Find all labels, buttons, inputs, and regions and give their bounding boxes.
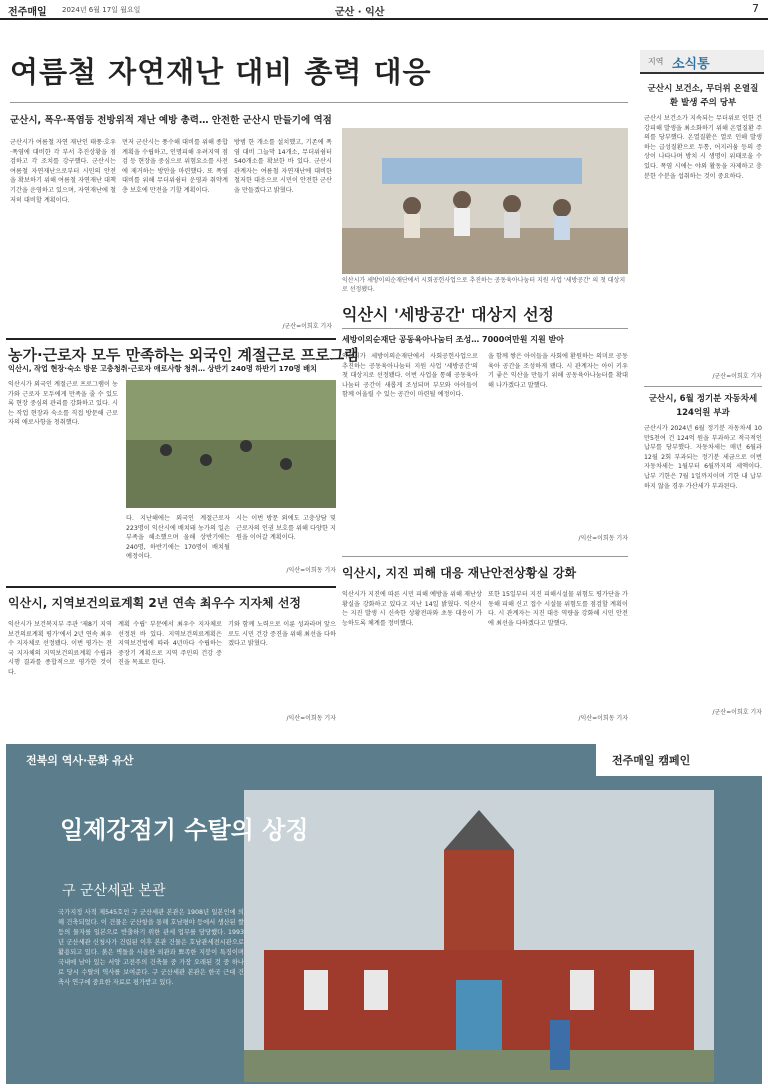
campaign-label: 전주매일 캠페인	[612, 754, 691, 767]
byline-workers: /익산=이희동 기자	[286, 567, 336, 574]
body-earthquake-col2: 또한 15일부터 지진 피해시설물 위험도 평가단을 가동해 피해 신고 접수 시설물 위험도를 점검할 계획이다. 시 관계자는 지진 대응 역량을 강화해 시민 안전에 최선을 다하겠다고 말했다.	[488, 591, 628, 627]
photo-children-playing	[342, 128, 628, 274]
divider	[342, 328, 628, 329]
body-earthquake-col1: 익산시가 지진에 따른 시민 피해 예방을 위해 재난상황실을 강화하고 있다고 지난 14일 밝혔다. 익산시는 지진 발생 시 신속한 상황전파와 초동 대응이 가능하도록 체계를 정비했다.	[342, 591, 482, 627]
sidebar-tag: 지역	[648, 57, 664, 66]
body-workers-col1: 익산시가 외국인 계절근로 프로그램이 농가와 근로자 모두에게 만족을 줄 수 있도록 현장 중심의 관리를 강화하고 있다. 시는 작업 현장과 숙소를 직접 방문해 근로자의 애로사항을 청취했다.	[8, 381, 118, 427]
headline-disaster: 여름철 자연재난 대비 총력 대응	[10, 55, 432, 89]
sidebar-title: 소식통	[672, 57, 710, 72]
feature-title: 일제강점기 수탈의 상징	[60, 816, 309, 844]
subhead-sebang: 세방이의순재단 공동육아나눔터 조성… 7000여만원 지원 받아	[342, 335, 564, 344]
byline-sebang: /익산=이희동 기자	[578, 535, 628, 542]
headline-health-plan: 익산시, 지역보건의료계획 2년 연속 최우수 지자체 선정	[8, 596, 302, 610]
sidebar-item1-body: 군산시 보건소가 지속되는 무더위로 인한 건강피해 발생을 최소화하기 위해 온열질환 주의를 당부했다. 온열질환은 열로 인해 발생하는 급성질환으로 두통, 어지러움 등의 증상이 나타나며 방치 시 생명이 위태로울 수 있다. 폭염 시에는 야외 활동을 자제하고 충분한 수분을 섭취하는 것이 중요하다.	[644, 115, 762, 180]
sidebar-item1-head: 군산시 보건소, 무더위 온열질환 발생 주의 당부	[647, 84, 759, 108]
body-disaster-col1: 군산시가 여름철 자연 재난인 태풍·호우·폭염에 대비한 각 부서 추진상황을 점검하고 각 조치를 강구했다. 군산시는 여름철 자연재난으로부터 시민의 안전을 확보하기 위해 여름철 자연재난 대책기간을 운영하고 있으며, 자연재난에 철저히 대비할 계획이다.	[10, 139, 116, 204]
newspaper-logo: 전주매일	[8, 7, 47, 18]
body-workers-col2: 다. 지난해에는 외국인 계절근로자 223명이 익산시에 배치돼 농가의 일손 부족을 해소했으며 올해 상반기에는 240명, 하반기에는 170명이 배치될 예정이다.	[126, 515, 230, 561]
byline-earthquake: /익산=이희동 기자	[578, 715, 628, 722]
photo-illustration	[126, 380, 336, 508]
photo-caption: 익산시가 세방이의순재단에서 시회공헌사업으로 추진하는 공동육아나눔터 지원 사업 '세방공간' 의 첫 대상지로 선정됐다.	[342, 277, 626, 293]
subhead-seasonal-workers: 익산시, 작업 현장·숙소 방문 고충청취·근로자 애로사항 청취… 상반기 240명 하반기 170명 배치	[8, 364, 317, 373]
page-number: 7	[752, 2, 759, 15]
section-divider	[6, 338, 336, 340]
sidebar-item2-byline: /군산=이희호 기자	[712, 709, 762, 716]
section-divider	[6, 586, 336, 588]
sidebar-item2-body: 군산시가 2024년 6월 정기분 자동차세 10만5천여 건 124억 원을 부과하고 적극적인 납부를 당부했다. 자동차세는 매년 6월과 12월 2회 부과되는 정기분 세금으로 이번 자동차세는 1월부터 6월까지의 세액이다. 납부 기한은 7월 1일까지이며 기한 내 납부하지 않을 경우 가산세가 부과된다.	[644, 425, 762, 490]
issue-date: 2024년 6월 17일 월요일	[62, 6, 141, 14]
body-disaster-col2: 먼저 군산시는 풍수해 대비를 위해 종합계획을 수립하고, 인명피해 우려지역 점검 등 현장을 중심으로 위험요소를 사전에 제거하는 방안을 마련했다. 또 폭염 대비를 위해 무더위쉼터 운영과 취약계층 보호에 만전을 기할 계획이다.	[122, 139, 228, 194]
sidebar-item1-byline: /군산=이희호 기자	[712, 373, 762, 380]
photo-illustration	[342, 128, 628, 274]
body-sebang-col1: 익산시가 세방이의순재단에서 사회공헌사업으로 추진하는 공동육아나눔터 지원 사업 '세방공간'의 첫 대상지로 선정됐다. 이번 사업을 통해 공동육아나눔터 공간이 새롭게 조성되며 부모와 아이들이 함께 어울릴 수 있는 공간이 마련될 예정이다.	[342, 353, 478, 399]
headline-sebang: 익산시 '세방공간' 대상지 선정	[342, 305, 554, 324]
headline-earthquake: 익산시, 지진 피해 대응 재난안전상황실 강화	[342, 566, 577, 580]
subhead-disaster: 군산시, 폭우·폭염등 전방위적 재난 예방 총력… 안전한 군산시 만들기에 역점	[10, 115, 332, 126]
body-disaster-col3: 방범 한 개소를 설치했고, 기존에 폭염 대비 그늘막 14개소, 무더위쉼터 540개소를 확보한 바 있다. 군산시 관계자는 여름철 자연재난에 대비한 철저한 대응으로 시민이 안전한 군산을 만들겠다고 밝혔다.	[234, 139, 332, 194]
body-workers-col3: 시는 이번 방문 외에도 고충상담 및 근로자의 인권 보호를 위해 다양한 지원을 이어갈 계획이다.	[236, 515, 336, 542]
section-title: 군산 · 익산	[335, 7, 385, 18]
sidebar-item2-head: 군산시, 6월 정기분 자동차세 124억원 부과	[648, 394, 758, 418]
body-health-col3: 기와 함께 노력으로 이룬 성과라며 앞으로도 시민 건강 증진을 위해 최선을 다하겠다고 밝혔다.	[228, 621, 336, 648]
photo-customs-building	[244, 790, 714, 1082]
body-health-col2: 계획 수립' 부문에서 최우수 지자체로 선정된 바 있다. 지역보건의료계획은 지역보건법에 따라 4년마다 수립하는 중장기 계획으로 지역 주민의 건강 증진을 목표로 한다.	[118, 621, 222, 667]
feature-subtitle: 구 군산세관 본관	[62, 883, 166, 899]
building-illustration	[244, 790, 714, 1082]
headline-seasonal-workers: 농가·근로자 모두 만족하는 외국인 계절근로 프로그램	[8, 346, 359, 364]
byline-disaster: /군산=이희호 기자	[282, 323, 332, 330]
divider	[342, 556, 628, 557]
feature-tag: 전북의 역사·문화 유산	[26, 754, 134, 767]
photo-farm-workers	[126, 380, 336, 508]
body-sebang-col2: 을 함께 쌓은 아이들을 사회에 환원하는 의미로 공동육아 공간을 조성하게 됐다. 시 관계자는 아이 키우기 좋은 익산을 만들기 위해 공동육아나눔터를 확대해 나가겠다고 말했다.	[488, 353, 628, 389]
body-health-col1: 익산시가 보건복지부 주관 '제8기 지역보건의료계획 평가'에서 2년 연속 최우수 지자체로 선정됐다. 이번 평가는 전국 지자체의 지역보건의료계획 수립과 시행 결과를 종합적으로 평가한 것이다.	[8, 621, 112, 676]
divider	[10, 102, 628, 103]
divider	[644, 386, 762, 387]
byline-health: /익산=이희동 기자	[286, 715, 336, 722]
feature-body: 국가지정 사적 제545호인 구 군산세관 본관은 1908년 일본인에 의해 건축되었다. 이 건물은 군산항을 통해 호남평야 등에서 생산된 쌀 등의 물자를 일본으로 반출하기 위한 관세 업무를 담당했다. 1993년 군산세관 신청사가 건립된 이후 본관 건물은 호남관세전시관으로 활용되고 있다. 붉은 벽돌을 사용한 외관과 뾰족한 지붕이 특징이며 국내에 남아 있는 서양 고전주의 건축물 중 가장 오래된 것 중 하나로 당시 수탈의 역사를 보여준다. 구 군산세관 본관은 한국 근대 건축사 연구에 중요한 자료로 평가받고 있다.	[58, 909, 244, 986]
